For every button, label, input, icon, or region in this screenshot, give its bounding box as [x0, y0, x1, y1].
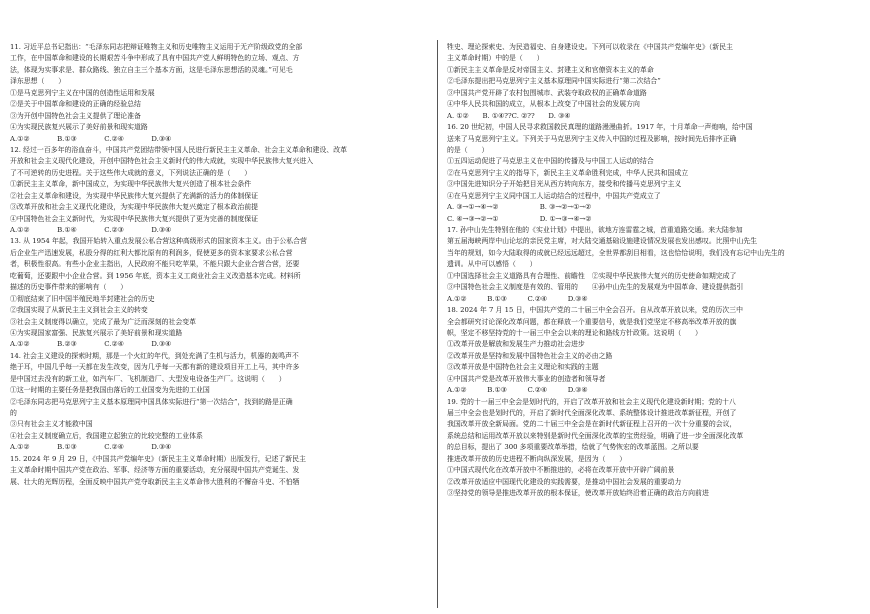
- left-text-line: 展、壮大的光辉历程，全面反映中国共产党夺取新民主主义革命伟大胜利的不懈奋斗史、不怕牺: [10, 477, 300, 486]
- right-text-line: ③中国特色社会主义制度是有效的、管用的 ④孙中山先生的发展观为中国革命、建设提供指引: [447, 283, 744, 292]
- right-text-line: ④在马克思列宁主义同中国工人运动结合的过程中，中国共产党成立了: [447, 191, 661, 200]
- left-text-line: 主义革命时期中国共产党在政治、军事、经济等方面的重要活动，充分展现中国共产党诞生、发: [10, 466, 300, 475]
- right-text-line: ④中国共产党是改革开放伟大事业的创造者和领导者: [447, 374, 606, 383]
- left-text-line: 12. 经过一百多年的浴血奋斗，中国共产党团结带领中国人民进行新民主主义革命、社会主义革命和建设、改革: [10, 145, 348, 154]
- left-text-line: 吃葡萄，还要跟中小企业合营。到 1956 年底，资本主义工商业社会主义改造基本完成。材料所: [10, 271, 301, 280]
- right-column: [447, 42, 857, 608]
- right-text-line: ②改革开放适应中国现代化建设的实践需要，是推动中国社会发展的重要动力: [447, 477, 682, 486]
- left-text-line: 14. 社会主义建设的探索时期，那是一个火红的年代，到处充满了生机与活力，机器的轰鸣声不: [10, 351, 299, 360]
- left-text-line: 13. 从 1954 年起，我国开始转入重点发展公私合营这种高级形式的国家资本主义。由于公私合营: [10, 237, 307, 246]
- right-text-line: 送来了马克思列宁主义。下列关于马克思列宁主义传入中国的过程及影响，按时间先后排序正确: [447, 134, 737, 143]
- right-text-line: ③坚持党的领导是推进改革开放的根本保证，使改革开放始终沿着正确的政治方向前进: [447, 489, 709, 498]
- left-text-line: ③改革开放和社会主义现代化建设，为实现中华民族伟大复兴奠定了根本政治前提: [10, 203, 259, 212]
- right-text-line: ①中国式现代化在改革开放中不断推进的，必将在改革开放中开辟广阔前景: [447, 466, 675, 475]
- right-text-line: 当年的规划，如今大陆取得的成就已经远远超过，全世界都刮目相看，这也恰恰说明，我们没有忘记中山先生的: [447, 248, 785, 257]
- left-text-line: ①彻底结束了旧中国半殖民地半封建社会的历史: [10, 294, 155, 303]
- right-text-line: 主义革命时期）中的是（ ）: [447, 54, 544, 63]
- left-text-line: A.①② B.①③ C.②④ D.③④: [10, 443, 172, 452]
- right-text-line: 届三中全会也是划时代的，开启了新时代全面深化改革、系统整体设计推进改革新征程，开创了: [447, 409, 737, 417]
- left-text-line: 11. 习近平总书记指出：“毛泽东同志把辩证唯物主义和历史唯物主义运用于无产阶级政党的全部: [10, 43, 303, 51]
- right-text-line: ③改革开放是中国特色社会主义理论和实践的主题: [447, 363, 599, 372]
- left-text-line: 的: [10, 409, 17, 417]
- right-text-line: 全会都研究讨论深化改革问题，都在释放一个重要信号，就是我们党坚定不移高举改革开放的旗: [447, 317, 737, 326]
- right-text-line: ①改革开放是解放和发展生产力推动社会进步: [447, 340, 585, 349]
- left-text-line: A.①② B.①④ C.②③ D.③④: [10, 226, 172, 234]
- right-text-line: A. ①② B. ①④??C. ②?? D. ③④: [447, 111, 571, 120]
- left-text-line: ①新民主主义革命，新中国成立，为实现中华民族伟大复兴创造了根本社会条件: [10, 180, 252, 189]
- right-text-line: A. ③→①→④→② B. ③→②→①→②: [447, 203, 592, 212]
- right-text-line: 的是（ ）: [447, 145, 489, 154]
- left-text-line: 后企业生产迅速发展，私股分得的红利大都比原有的利润多，促使更多的资本家要求公私合营: [10, 248, 293, 257]
- left-text-line: ④为实现民族复兴展示了美好前景和现实道路: [10, 123, 148, 132]
- right-text-line: 17. 孙中山先生特别在他的《实业计划》中提出，欲地方连雷霆之城，首重道路交通。来大陆参加: [447, 226, 743, 234]
- left-text-line: ②社会主义革命和建设，为实现中华民族伟大复兴提供了充满新的活力的体制保证: [10, 191, 259, 200]
- left-text-line: 工作，在中国革命和建设的长期艰苦斗争中形成了具有中国共产党人鲜明特色的立场、观点、方: [10, 54, 300, 63]
- right-text-line: ③中国先进知识分子开始把目光从西方转向东方，接受和传播马克思列宁主义: [447, 180, 682, 189]
- right-text-line: 18. 2024 年 7 月 15 日，中国共产党的二十届三中全会召开。自从改革开放以来，党的历次三中: [447, 306, 743, 315]
- left-text-line: 是中国过去没有的新工业，如汽车厂、飞机制造厂、大型发电设备生产厂。这说明（ ）: [10, 374, 286, 383]
- left-column: [10, 42, 428, 608]
- left-text-line: ①是马克思列宁主义在中国的创造性运用和发展: [10, 88, 155, 97]
- right-text-line: A.①② B.①③ C.②④ D.③④: [447, 294, 588, 303]
- left-text-line: ③为开创中国特色社会主义提供了理论准备: [10, 111, 141, 120]
- left-text-line: 开放和社会主义现代化建设，开创中国特色社会主义新时代的伟大成就，实现中华民族伟大复兴进入: [10, 157, 314, 166]
- right-text-line: ③中国共产党开辟了农村包围城市、武装夺取政权的正确革命道路: [447, 88, 647, 97]
- left-text-line: ②毛泽东同志把马克思列宁主义基本原理同中国具体实际进行“第一次结合”，找到的路是正确: [10, 397, 293, 406]
- right-text-line: ①中国选择社会主义道路具有合理性、前瞻性 ②实现中华民族伟大复兴的历史使命如期完成了: [447, 271, 737, 280]
- right-text-line: ①五四运动促进了马克思主义在中国的传播及与中国工人运动的结合: [447, 157, 654, 166]
- left-text-line: ④社会主义制度确立后，我国建立起独立的比较完整的工业体系: [10, 431, 203, 440]
- right-text-line: 第五届海峡两岸中山论坛的亲民党主席，对大陆交通基础设施建设情况发展也发出感叹。比照中山先生: [447, 237, 758, 246]
- right-text-line: 牲史、理论探索史、为民造福史、自身建设史。下列可以收录在《中国共产党编年史》（新民主: [447, 43, 733, 51]
- left-text-line: A.①② B.②③ C.②④ D.③④: [10, 340, 172, 349]
- left-text-line: 了不可逆转的历史进程。关于这些伟大成就的意义，下列说法正确的是（ ）: [10, 168, 252, 177]
- left-text-line: 泽东思想（ ）: [10, 77, 66, 86]
- right-text-line: 遗训。从中可以感悟（ ）: [447, 260, 537, 269]
- right-text-line: C. ④→③→②→① D. ①→③→④→②: [447, 214, 592, 223]
- right-text-line: 16. 20 世纪初，中国人民寻求救国救民真理的道路漫漫曲折。1917 年，十月革命一声炮响，给中国: [447, 123, 753, 132]
- right-text-line: ②毛泽东提出把马克思列宁主义基本原理同中国实际进行“第二次结合”: [447, 77, 661, 86]
- left-text-line: 15. 2024 年 9 月 29 日，《中国共产党编年史》（新民主主义革命时期）出版发行，记述了新民主: [10, 454, 306, 463]
- right-text-line: A.①② B.①③ C.②④ D.③④: [447, 386, 588, 395]
- right-text-line: ②改革开放是坚持和发展中国特色社会主义的必由之路: [447, 351, 613, 360]
- left-text-line: ①这一时期的主要任务是把我国由落后的工业国变为先进的工业国: [10, 386, 210, 395]
- right-text-line: ②在马克思列宁主义的指导下，新民主主义革命胜利完成，中华人民共和国成立: [447, 168, 689, 177]
- left-text-line: ②我国实现了从新民主主义到社会主义的转变: [10, 306, 148, 315]
- right-text-line: 系统总结和运用改革开放以来特别是新时代全面深化改革的宝贵经验，明确了进一步全面深化改革: [447, 431, 744, 440]
- left-text-line: ③只有社会主义才能救中国: [10, 420, 93, 429]
- left-text-line: ④中国特色社会主义新时代，为实现中华民族伟大复兴提供了更为完善的制度保证: [10, 214, 259, 223]
- right-text-line: ①新民主主义革命是反对帝国主义、封建主义和官僚资本主义的革命: [447, 65, 654, 74]
- left-text-line: 绝于耳，中国几乎每一天都在发生改变，因为几乎每一天都有新的建设项目开工上马，其中许多: [10, 363, 300, 372]
- column-divider: [437, 40, 438, 608]
- left-text-line: ②是关于中国革命和建设的正确的经验总结: [10, 100, 141, 109]
- right-text-line: ④中华人民共和国的成立，从根本上改变了中国社会的发展方向: [447, 100, 640, 109]
- right-text-line: 我国改革开放全新局面。党的二十届三中全会是在新时代新征程上召开的一次十分重要的会议，: [447, 420, 737, 429]
- left-text-line: A.①② B.①③ C.②④ D.③④: [10, 134, 172, 143]
- left-text-line: 法，体现为实事求是、群众路线、独立自主三个基本方面，这是毛泽东思想活的灵魂。”可见毛: [10, 65, 293, 74]
- right-text-line: 19. 党的十一届三中全会是划时代的，开启了改革开放和社会主义现代化建设新时期；党的十八: [447, 397, 736, 406]
- right-text-line: 推进改革开放的历史进程不断向纵深发展，是因为（ ）: [447, 454, 627, 463]
- right-text-line: 帜，坚定不移坚持党的十一届三中全会以来的理论和路线方针政策。这说明（ ）: [447, 328, 702, 337]
- right-text-line: 的总目标，提出了 300 多项重要改革举措，绘就了气势恢宏的改革蓝图。之所以要: [447, 443, 699, 452]
- left-text-line: ③社会主义制度得以确立，完成了最为广泛而深刻的社会变革: [10, 317, 197, 326]
- left-text-line: 者，积极性很高。有些小企业主指出，人民政府不能只吃苹果，不能只跟大企业合营合营，还要: [10, 260, 300, 269]
- left-text-line: ④为实现国家富强、民族复兴展示了美好前景和现实道路: [10, 328, 183, 337]
- left-text-line: 描述的历史事件带来的影响有（ ）: [10, 283, 128, 292]
